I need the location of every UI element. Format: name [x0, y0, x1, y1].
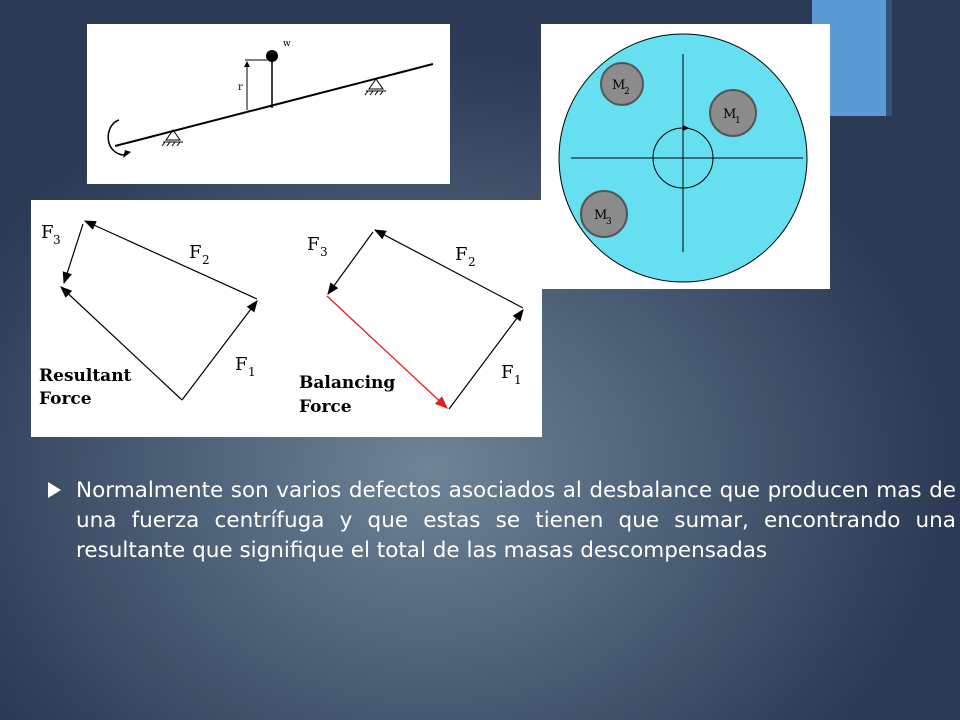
mass-m1 — [710, 90, 756, 136]
beam-figure — [87, 24, 450, 184]
svg-text:3: 3 — [320, 245, 328, 259]
left-f1-label: F — [235, 354, 248, 375]
weight-label: w — [283, 39, 291, 49]
balancing-caption: Balancing — [299, 373, 396, 393]
rotation-arrowhead-icon — [123, 150, 131, 158]
svg-text:1: 1 — [514, 373, 522, 387]
left-f2-label: F — [189, 242, 202, 263]
right-f1-vector — [449, 310, 523, 409]
right-f1-label: F — [501, 362, 514, 383]
right-f3-label: F — [307, 234, 320, 255]
rotation-arrow-icon — [108, 120, 125, 155]
resultant-caption-2: Force — [39, 389, 92, 409]
beam-diagram — [87, 24, 450, 184]
radius-arrowhead-icon — [244, 61, 250, 67]
right-f2-vector — [375, 230, 523, 308]
svg-text:1: 1 — [735, 116, 741, 126]
left-f3-label: F — [41, 222, 54, 243]
accent-bar-shadow — [886, 0, 892, 116]
left-f3-vector — [64, 224, 83, 283]
svg-text:M: M — [594, 208, 608, 223]
resultant-caption: Resultant — [39, 366, 132, 386]
bullet-text: Normalmente son varios defectos asociados al desbalance que producen mas de una fuerza centrífuga y que estas se tienen que sumar, encontrando una resultante que signifique el total de las masas descompensadas — [76, 478, 956, 563]
svg-text:M: M — [612, 78, 626, 93]
svg-text:2: 2 — [468, 255, 476, 269]
svg-text:M: M — [723, 107, 737, 122]
mass-m2 — [601, 63, 643, 105]
triangle-bullet-icon — [48, 482, 61, 498]
svg-text:2: 2 — [624, 87, 630, 97]
shaft-line — [115, 64, 433, 146]
force-polygon-diagram — [31, 200, 542, 437]
force-polygon-figure — [31, 200, 542, 437]
svg-text:3: 3 — [606, 217, 612, 227]
balancing-caption-2: Force — [299, 397, 352, 417]
right-f3-vector — [328, 232, 373, 294]
svg-text:2: 2 — [202, 253, 210, 267]
radius-label: r — [238, 82, 243, 93]
left-f2-vector — [85, 221, 257, 299]
svg-text:1: 1 — [248, 365, 256, 379]
mass-m3 — [581, 191, 627, 237]
right-f2-label: F — [455, 244, 468, 265]
disc-diagram — [541, 24, 830, 289]
disc-figure — [541, 24, 830, 289]
balancing-force-polygon — [299, 230, 523, 417]
unbalance-weight — [266, 50, 278, 62]
left-f1-vector — [182, 301, 257, 400]
resultant-force-polygon — [39, 221, 257, 409]
svg-text:3: 3 — [53, 233, 61, 247]
